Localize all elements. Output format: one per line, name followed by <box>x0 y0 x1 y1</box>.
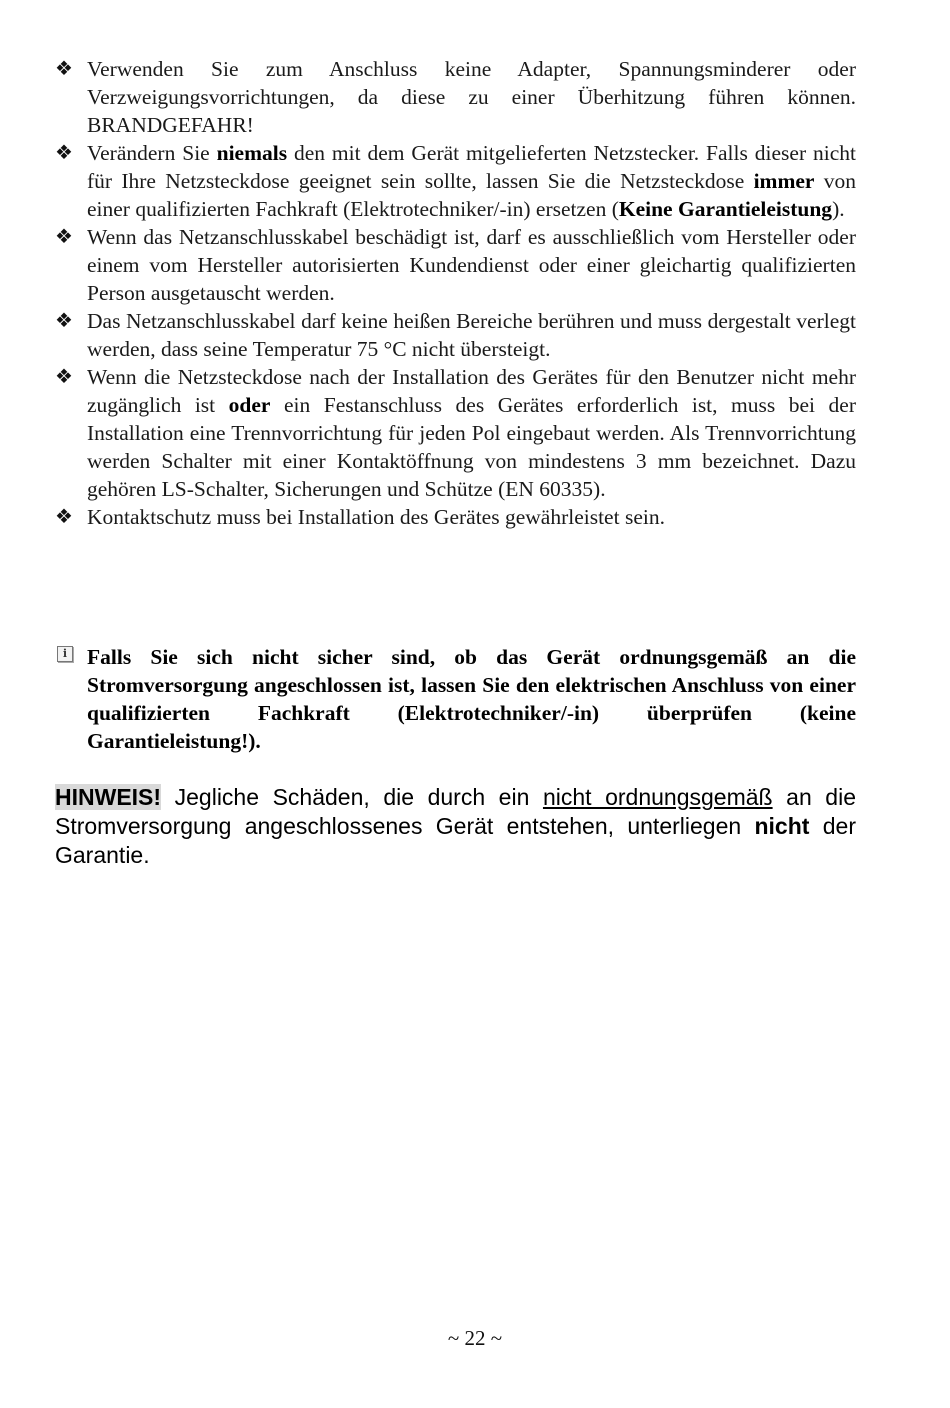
hinweis-underlined: nicht ordnungsgemäß <box>542 784 773 810</box>
safety-bullet-list <box>55 55 856 531</box>
bullet-text: ). <box>832 197 845 221</box>
bullet-text: von einer qualifizierten Fachkraft (Elektrotechniker/-in) ersetzen ( <box>87 169 857 221</box>
info-note-text: Falls Sie sich nicht sicher sind, ob das Gerät ordnungsgemäß an die Stromversorgung angeschlossen ist, lassen Sie den elektrischen Anschluss von einer qualifizierten Fachkraft (Elektrotechniker/-in) überprüfen (keine Garantieleistung!). <box>87 645 856 753</box>
bullet-item <box>55 503 856 531</box>
diamond-bullet-icon: ❖ <box>55 142 73 164</box>
diamond-bullet-icon: ❖ <box>55 366 73 388</box>
hinweis-text: an die Stromversorgung angeschlossenes Gerät entstehen, unterliegen <box>55 784 856 839</box>
hinweis-bold: nicht <box>754 813 810 839</box>
bullet-text: Verwenden Sie zum Anschluss keine Adapter, Spannungsminderer oder Verzweigungsvorrichtungen, da diese zu einer Überhitzung führen können. BRANDGEFAHR! <box>87 57 856 137</box>
bullet-item <box>55 139 856 223</box>
bullet-item <box>55 55 856 139</box>
page-number: ~ 22 ~ <box>447 1326 503 1350</box>
bullet-text: ein Festanschluss des Gerätes erforderlich ist, muss bei der Installation eine Trennvorrichtung für jeden Pol eingebaut werden. Als Trennvorrichtung werden Schalter mit einer Kontaktöffnung von mindestens 3 mm bezeichnet. Dazu gehören LS-Schalter, Sicherungen und Schütze (EN 60335). <box>87 393 856 501</box>
bullet-text: Wenn die Netzsteckdose nach der Installation des Gerätes für den Benutzer nicht mehr zugänglich ist <box>87 365 856 417</box>
bullet-emphasis: oder <box>228 393 271 417</box>
info-icon: i <box>57 646 73 662</box>
hinweis-text: der Garantie. <box>55 813 856 868</box>
bullet-emphasis: Keine Garantieleistung <box>618 197 833 221</box>
info-note <box>55 643 856 755</box>
hinweis-text: Jegliche Schäden, die durch ein <box>161 784 543 810</box>
diamond-bullet-icon: ❖ <box>55 226 73 248</box>
bullet-item <box>55 223 856 307</box>
diamond-bullet-icon: ❖ <box>55 58 73 80</box>
bullet-emphasis: immer <box>753 169 815 193</box>
bullet-item <box>55 363 856 503</box>
bullet-item <box>55 307 856 363</box>
diamond-bullet-icon: ❖ <box>55 310 73 332</box>
bullet-emphasis: niemals <box>216 141 288 165</box>
hinweis-label: HINWEIS! <box>55 784 162 810</box>
bullet-text: Kontaktschutz muss bei Installation des Gerätes gewährleistet sein. <box>87 505 665 529</box>
diamond-bullet-icon: ❖ <box>55 506 73 528</box>
bullet-text: den mit dem Gerät mitgelieferten Netzstecker. Falls dieser nicht für Ihre Netzsteckdose geeignet sein sollte, lassen Sie die Netzsteckdose <box>87 141 856 193</box>
hinweis-notice <box>55 783 856 870</box>
bullet-text: Verändern Sie <box>87 141 217 165</box>
bullet-text: Das Netzanschlusskabel darf keine heißen Bereiche berühren und muss dergestalt verlegt werden, dass seine Temperatur 75 °C nicht übersteigt. <box>87 309 856 361</box>
bullet-text: Wenn das Netzanschlusskabel beschädigt ist, darf es ausschließlich vom Hersteller oder einem vom Hersteller autorisierten Kundendienst oder einer gleichartig qualifizierten Person ausgetauscht werden. <box>87 225 856 305</box>
